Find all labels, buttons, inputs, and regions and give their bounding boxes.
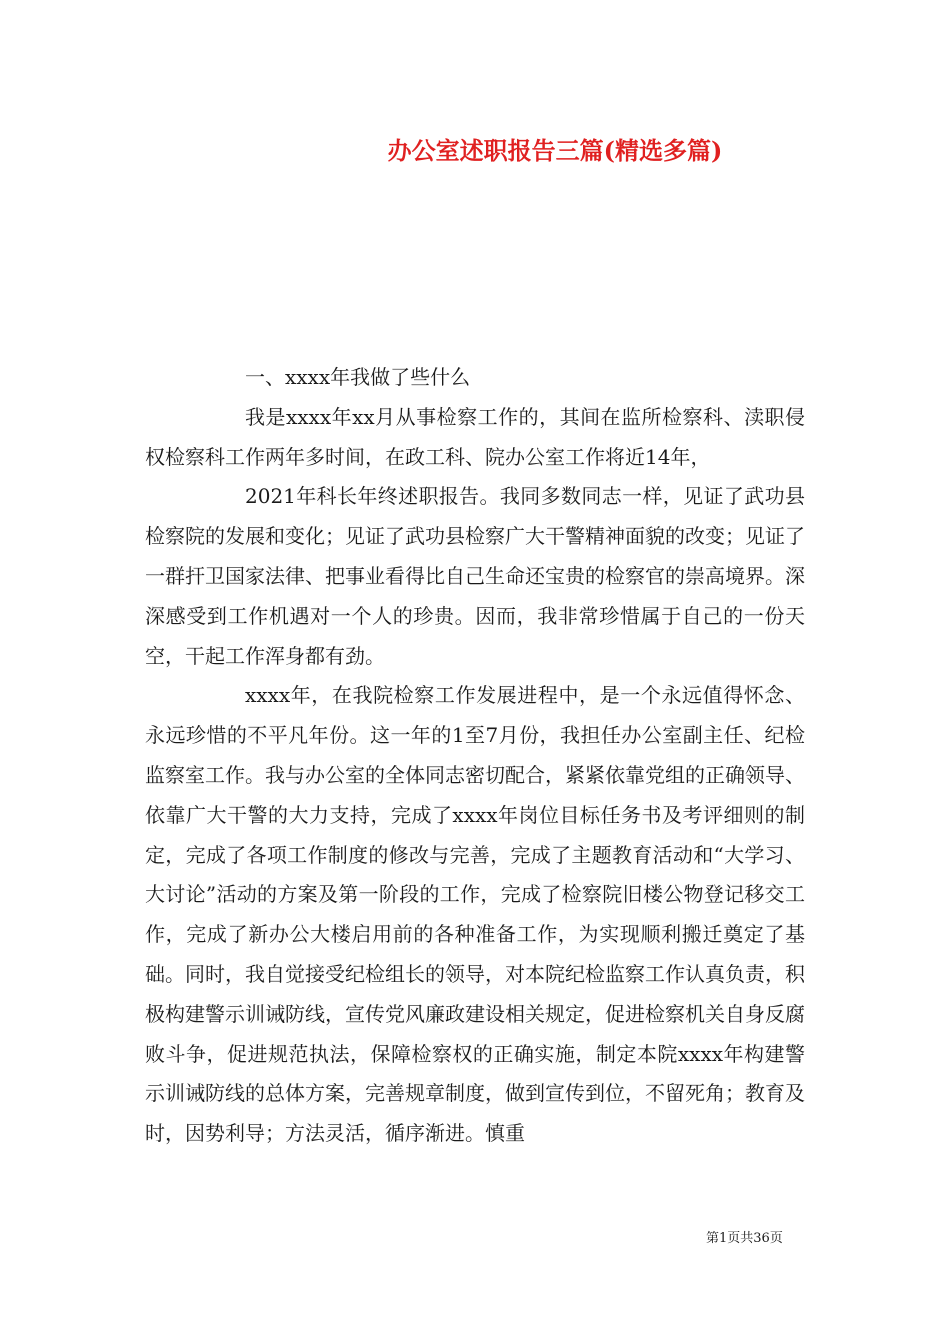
paragraph: 我是xxxx年xx月从事检察工作的，其间在监所检察科、渎职侵权检察科工作两年多时间，在政工科、院办公室工作将近14年， [145,404,805,469]
document-title: 办公室述职报告三篇(精选多篇) [387,136,723,165]
page-number: 第1页共36页 [706,1231,783,1246]
document-body [145,358,805,1154]
paragraph: 2021年科长年终述职报告。我同多数同志一样，见证了武功县检察院的发展和变化；见证了武功县检察广大干警精神面貌的改变；见证了一群扞卫国家法律、把事业看得比自己生命还宝贵的检察官的崇高境界。深深感受到工作机遇对一个人的珍贵。因而，我非常珍惜属于自己的一份天空，干起工作浑身都有劲。 [145,484,805,668]
paragraph: xxxx年，在我院检察工作发展进程中，是一个永远值得怀念、永远珍惜的不平凡年份。这一年的1至7月份，我担任办公室副主任、纪检监察室工作。我与办公室的全体同志密切配合，紧紧依靠党组的正确领导、依靠广大干警的大力支持，完成了xxxx年岗位目标任务书及考评细则的制定，完成了各项工作制度的修改与完善，完成了主题教育活动和“大学习、大讨论”活动的方案及第一阶段的工作，完成了检察院旧楼公物登记移交工作，完成了新办公大楼启用前的各种准备工作，为实现顺利搬迁奠定了基础。同时，我自觉接受纪检组长的领导，对本院纪检监察工作认真负责，积极构建警示训诫防线，宣传党风廉政建设相关规定，促进检察机关自身反腐败斗争，促进规范执法，保障检察权的正确实施，制定本院xxxx年构建警示训诫防线的总体方案，完善规章制度，做到宣传到位，不留死角；教育及时，因势利导；方法灵活，循序渐进。慎重 [145,683,805,1146]
section-heading: 一、xxxx年我做了些什么 [245,365,471,389]
